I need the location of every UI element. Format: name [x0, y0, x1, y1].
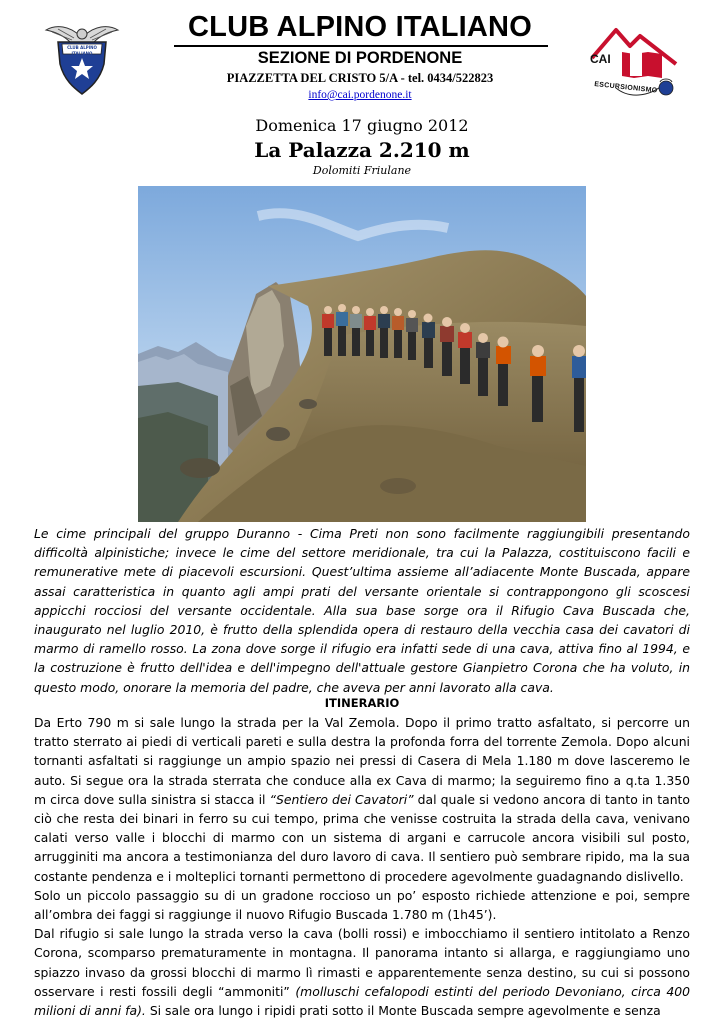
- intro-paragraph: Le cime principali del gruppo Duranno - Cima Preti non sono facilmente raggiungibili presentando difficoltà alpinistiche; invece le cime del settore meridionale, tra cui la Palazza, costituiscono facili e remunerative mete di piacevoli escursioni. Quest’ultima assieme all’adiacente Monte Buscada, appare assai caratteristica in quanto agli ampi prati del versante orientale si contrappongono gli scoscesi appicchi rocciosi del versante occidentale. Alla sua base sorge ora il Rifugio Cava Buscada che, inaugurato nel luglio 2010, è frutto della splendida opera di restauro della vecchia casa dei cavatori di marmo di ramello rosso. La zona dove sorge il rifugio era infatti sede di una cava, attiva fino al 1994, e la costruzione è frutto dell'idea e dell'impegno dell'attuale gestore Gianpietro Corona che ha voluto, in questo modo, onorare la memoria del padre, che aveva per anni lavorato alla cava.: [34, 526, 690, 695]
- itinerary-p1-text-b: dal quale si vedono ancora di tanto in tanto ciò che resta dei binari in ferro su cui tempo, prima che venisse costruita la strada della cava, venivano calati verso valle i blocchi di marmo con un sistema di argani e carrucole ancora visibili sul posto, arrugginiti ma ancora a testimonianza del duro lavoro di cava. Il sentiero può sembrare ripido, ma la sua costante pendenza e i molteplici tornanti permettono di procedere agevolmente guadagnando dislivello.: [34, 791, 690, 884]
- mountain-ridge-photo: [138, 186, 586, 522]
- right-logo-cai-text: CAI: [590, 52, 611, 66]
- itinerary-text: [34, 713, 690, 1020]
- itinerary-p1-text-a: Da Erto 790 m si sale lungo la strada per la Val Zemola. Dopo il primo tratto asfaltato, si percorre un tratto sterrato ai piedi di verticali pareti e sulla destra la profonda forra del torrente Zemola. Dopo alcuni tornanti asfaltati si raggiunge un ampio spazio nei pressi di Casera di Mela 1.180 m dove lasceremo le auto. Si segue ora la strada sterrata che conduce alla ex Cava di marmo; la seguiremo fino a q.ta 1.350 m circa dove sulla sinistra si stacca il: [34, 715, 690, 807]
- itinerary-p3-text-b: Si sale ora lungo i ripidi prati sotto il Monte Buscada sempre agevolmente e senza: [145, 1003, 661, 1019]
- document-header: [0, 0, 724, 115]
- itinerary-paragraph-2: Solo un piccolo passaggio su di un gradone roccioso un po’ esposto richiede attenzione e poi, sempre all’ombra dei faggi si raggiunge il nuovo Rifugio Buscada 1.780 m (1h45’).: [34, 887, 690, 923]
- trail-name: “Sentiero dei Cavatori”: [269, 791, 414, 807]
- itinerary-paragraph-1: [34, 713, 690, 886]
- fossil-note: (molluschi cefalopodi estinti del periodo Devoniano, circa 400 milioni di anni fa).: [34, 983, 690, 1019]
- section-name: SEZIONE DI PORDENONE: [257, 49, 463, 67]
- right-logo-text: ESCURSIONISMO: [593, 81, 658, 95]
- title-underline: [174, 45, 548, 47]
- email-link[interactable]: info@cai.pordenone.it: [308, 89, 412, 101]
- event-date: Domenica 17 giugno 2012: [255, 116, 469, 135]
- itinerary-heading: ITINERARIO: [324, 696, 400, 710]
- itinerary-paragraph-3: [34, 924, 690, 1020]
- itinerary-p3-text-a: Dal rifugio si sale lungo la strada verso la cava (bolli rossi) e imbocchiamo il sentiero intitolato a Renzo Corona, scomparso prematuramente in montagna. Il panorama intanto si allarga, e raggiungiamo uno spiazzo invaso da grossi blocchi di marmo lì rimasti e apparentemente senza destino, su cui si possono osservare i resti fossili degli “ammoniti”: [34, 926, 690, 999]
- left-logo-text: CLUB ALPINO ITALIANO: [67, 45, 97, 56]
- event-area: Dolomiti Friulane: [312, 164, 412, 177]
- club-title: CLUB ALPINO ITALIANO: [188, 11, 532, 43]
- club-address: PIAZZETTA DEL CRISTO 5/A - tel. 0434/522823: [226, 71, 494, 85]
- event-title: La Palazza 2.210 m: [254, 138, 470, 162]
